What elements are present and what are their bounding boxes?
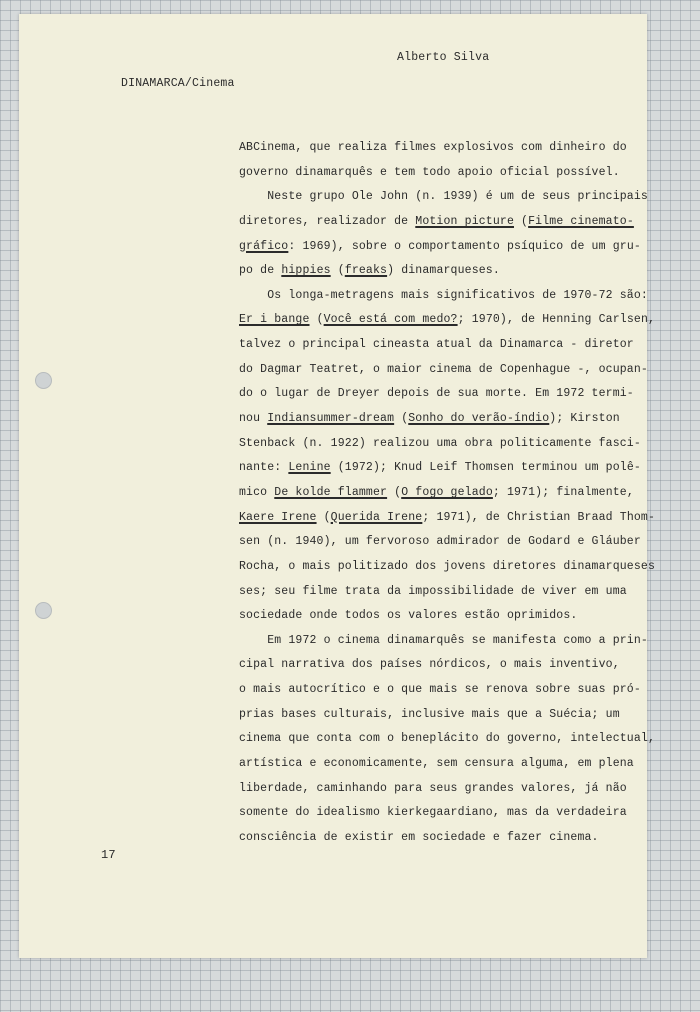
- text-segment: ; 1971), de Christian Braad Thom-: [422, 510, 656, 524]
- text-line: [239, 777, 655, 802]
- text-line: [239, 161, 655, 186]
- text-segment: artística e economicamente, sem censura alguma, em plena: [239, 757, 634, 771]
- underlined-title: Indiansummer-dream: [267, 412, 395, 426]
- text-segment: talvez o principal cineasta atual da Dinamarca - diretor: [239, 338, 634, 352]
- underlined-title: Motion picture: [415, 214, 514, 228]
- text-line: [239, 210, 655, 235]
- punch-hole-lower: [35, 602, 52, 619]
- text-line: [239, 727, 655, 752]
- text-segment: (: [309, 313, 324, 327]
- text-line: [239, 826, 655, 851]
- text-line: [239, 604, 655, 629]
- underlined-title: Você está com medo?: [323, 313, 458, 327]
- text-line: [239, 801, 655, 826]
- text-line: [239, 358, 655, 383]
- text-segment: do Dagmar Teatret, o maior cinema de Copenhague -, ocupan-: [239, 362, 648, 376]
- underlined-title: Filme cinemato-: [528, 214, 634, 228]
- text-line: [239, 382, 655, 407]
- text-line: [239, 678, 655, 703]
- underlined-title: freaks: [344, 264, 388, 278]
- text-line: [239, 506, 655, 531]
- text-segment: (: [514, 214, 529, 228]
- underlined-title: De kolde flammer: [274, 485, 388, 499]
- text-segment: consciência de existir em sociedade e fazer cinema.: [239, 830, 599, 844]
- text-line: [239, 407, 655, 432]
- underlined-title: Lenine: [288, 461, 331, 475]
- text-line: [239, 530, 655, 555]
- text-segment: ses; seu filme trata da impossibilidade de viver em uma: [239, 584, 627, 598]
- text-segment: somente do idealismo kierkegaardiano, mas da verdadeira: [239, 806, 627, 820]
- text-segment: (: [394, 412, 409, 426]
- punch-hole-upper: [35, 372, 52, 389]
- text-segment: nante:: [239, 461, 289, 475]
- text-segment: (: [316, 510, 331, 524]
- text-segment: cipal narrativa dos países nórdicos, o mais inventivo,: [239, 658, 620, 672]
- text-line: [239, 308, 655, 333]
- text-segment: po de: [239, 264, 282, 278]
- underlined-title: hippies: [281, 264, 331, 278]
- text-segment: prias bases culturais, inclusive mais que a Suécia; um: [239, 707, 620, 721]
- underlined-title: Er i bange: [239, 313, 310, 327]
- underlined-title: Kaere Irene: [239, 510, 317, 524]
- text-segment: o mais autocrítico e o que mais se renova sobre suas pró-: [239, 683, 641, 697]
- text-segment: ); Kirston: [549, 412, 620, 426]
- text-line: [239, 653, 655, 678]
- text-segment: mico: [239, 485, 275, 499]
- text-segment: Os longa-metragens mais significativos de 1970-72 são:: [239, 288, 648, 302]
- text-segment: diretores, realizador de: [239, 214, 416, 228]
- text-line: [239, 481, 655, 506]
- underlined-title: O fogo gelado: [401, 485, 493, 499]
- text-line: [239, 580, 655, 605]
- text-line: [239, 432, 655, 457]
- text-segment: Rocha, o mais politizado dos jovens diretores dinamarqueses: [239, 559, 656, 573]
- text-segment: do o lugar de Dreyer depois de sua morte. Em 1972 termi-: [239, 387, 634, 401]
- text-segment: ABCinema, que realiza filmes explosivos com dinheiro do: [239, 141, 627, 154]
- text-line: [239, 703, 655, 728]
- text-segment: (1972); Knud Leif Thomsen terminou um polê-: [330, 461, 641, 475]
- text-segment: ; 1970), de Henning Carlsen,: [457, 313, 656, 327]
- text-line: [239, 629, 655, 654]
- text-line: [239, 752, 655, 777]
- text-segment: (: [330, 264, 345, 278]
- text-segment: nou: [239, 412, 268, 426]
- text-segment: : 1969), sobre o comportamento psíquico de um gru-: [288, 239, 641, 253]
- text-segment: Neste grupo Ole John (n. 1939) é um de seus principais: [239, 190, 648, 204]
- text-line: [239, 555, 655, 580]
- text-segment: governo dinamarquês e tem todo apoio oficial possível.: [239, 165, 620, 179]
- underlined-title: Querida Irene: [330, 510, 423, 524]
- text-line: [239, 259, 655, 284]
- text-line: [239, 235, 655, 260]
- section-title: DINAMARCA/Cinema: [121, 77, 235, 90]
- text-line: [239, 284, 655, 309]
- text-segment: (: [387, 485, 402, 499]
- page-number: 17: [101, 848, 116, 862]
- text-line: [239, 185, 655, 210]
- author-name: Alberto Silva: [397, 51, 490, 64]
- text-segment: cinema que conta com o beneplácito do governo, intelectual,: [239, 732, 656, 746]
- text-line: [239, 333, 655, 358]
- text-segment: sociedade onde todos os valores estão oprimidos.: [239, 609, 578, 623]
- underlined-title: Sonho do verão-índio: [408, 412, 550, 426]
- text-segment: ; 1971); finalmente,: [492, 485, 634, 499]
- body-text: [239, 136, 655, 851]
- text-segment: Stenback (n. 1922) realizou uma obra politicamente fasci-: [239, 436, 641, 450]
- text-segment: sen (n. 1940), um fervoroso admirador de Godard e Gláuber: [239, 535, 641, 549]
- text-segment: liberdade, caminhando para seus grandes valores, já não: [239, 781, 627, 795]
- text-line: [239, 456, 655, 481]
- text-segment: ) dinamarqueses.: [387, 264, 500, 278]
- text-line: [239, 136, 655, 161]
- underlined-title: gráfico: [239, 239, 289, 253]
- text-segment: Em 1972 o cinema dinamarquês se manifesta como a prin-: [239, 633, 648, 647]
